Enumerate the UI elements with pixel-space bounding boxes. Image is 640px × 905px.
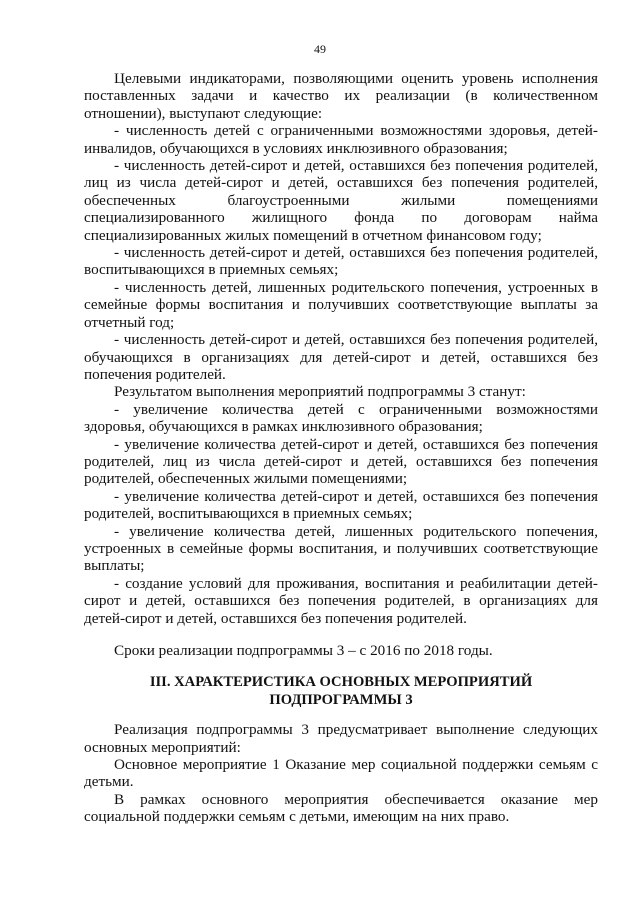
list-item: - создание условий для проживания, воспитания и реабилитации детей-сирот и детей, оставшихся без попечения родителей, в организациях для детей-сирот и детей, оставшихся без попечения родителей. [84, 574, 598, 627]
paragraph: Реализация подпрограммы 3 предусматривает выполнение следующих основных мероприятий: [84, 721, 598, 756]
list-item: - численность детей, лишенных родительского попечения, устроенных в семейные формы воспитания и получивших соответствующие выплаты за отчетный год; [84, 278, 598, 331]
paragraph: Результатом выполнения мероприятий подпрограммы 3 станут: [114, 383, 526, 401]
list-item: - увеличение количества детей с ограниченными возможностями здоровья, обучающихся в рамках инклюзивного образования; [84, 400, 598, 436]
list-item: - увеличение количества детей-сирот и детей, оставшихся без попечения родителей, лиц из числа детей-сирот и детей, оставшихся без попечения родителей, обеспеченных жилыми помещениями; [84, 435, 598, 488]
timeline-paragraph: Сроки реализации подпрограммы 3 – с 2016 по 2018 годы. [114, 642, 493, 659]
paragraph: Основное мероприятие 1 Оказание мер социальной поддержки семьям с детьми. [84, 756, 598, 791]
list-item: - численность детей-сирот и детей, оставшихся без попечения родителей, лиц из числа детей-сирот и детей, оставшихся без попечения родителей, обеспеченных благоустроенными жилыми помещениями специализированного жилищного фонда по договорам найма специализированных жилых помещений в отчетном финансовом году; [84, 157, 598, 244]
list-item: - увеличение количества детей, лишенных родительского попечения, устроенных в семейные формы воспитания, и получивших соответствующие выплаты; [84, 522, 598, 575]
list-item: - увеличение количества детей-сирот и детей, оставшихся без попечения родителей, воспитывающихся в приемных семьях; [84, 487, 598, 523]
section-heading: III. ХАРАКТЕРИСТИКА ОСНОВНЫХ МЕРОПРИЯТИЙ ПОДПРОГРАММЫ 3 [149, 674, 533, 708]
list-item: - численность детей-сирот и детей, оставшихся без попечения родителей, воспитывающихся в приемных семьях; [84, 244, 598, 279]
page-number: 49 [314, 42, 326, 56]
list-item: - численность детей с ограниченными возможностями здоровья, детей-инвалидов, обучающихся в условиях инклюзивного образования; [84, 122, 598, 157]
document-body [84, 70, 598, 826]
list-item: - численность детей-сирот и детей, оставшихся без попечения родителей, обучающихся в организациях для детей-сирот и детей, оставшихся без попечения родителей. [84, 331, 598, 383]
paragraph: Целевыми индикаторами, позволяющими оценить уровень исполнения поставленных задачи и качество их реализации (в количественном отношении), выступают следующие: [84, 70, 598, 122]
paragraph: В рамках основного мероприятия обеспечивается оказание мер социальной поддержки семьям с детьми, имеющим на них право. [84, 790, 598, 826]
